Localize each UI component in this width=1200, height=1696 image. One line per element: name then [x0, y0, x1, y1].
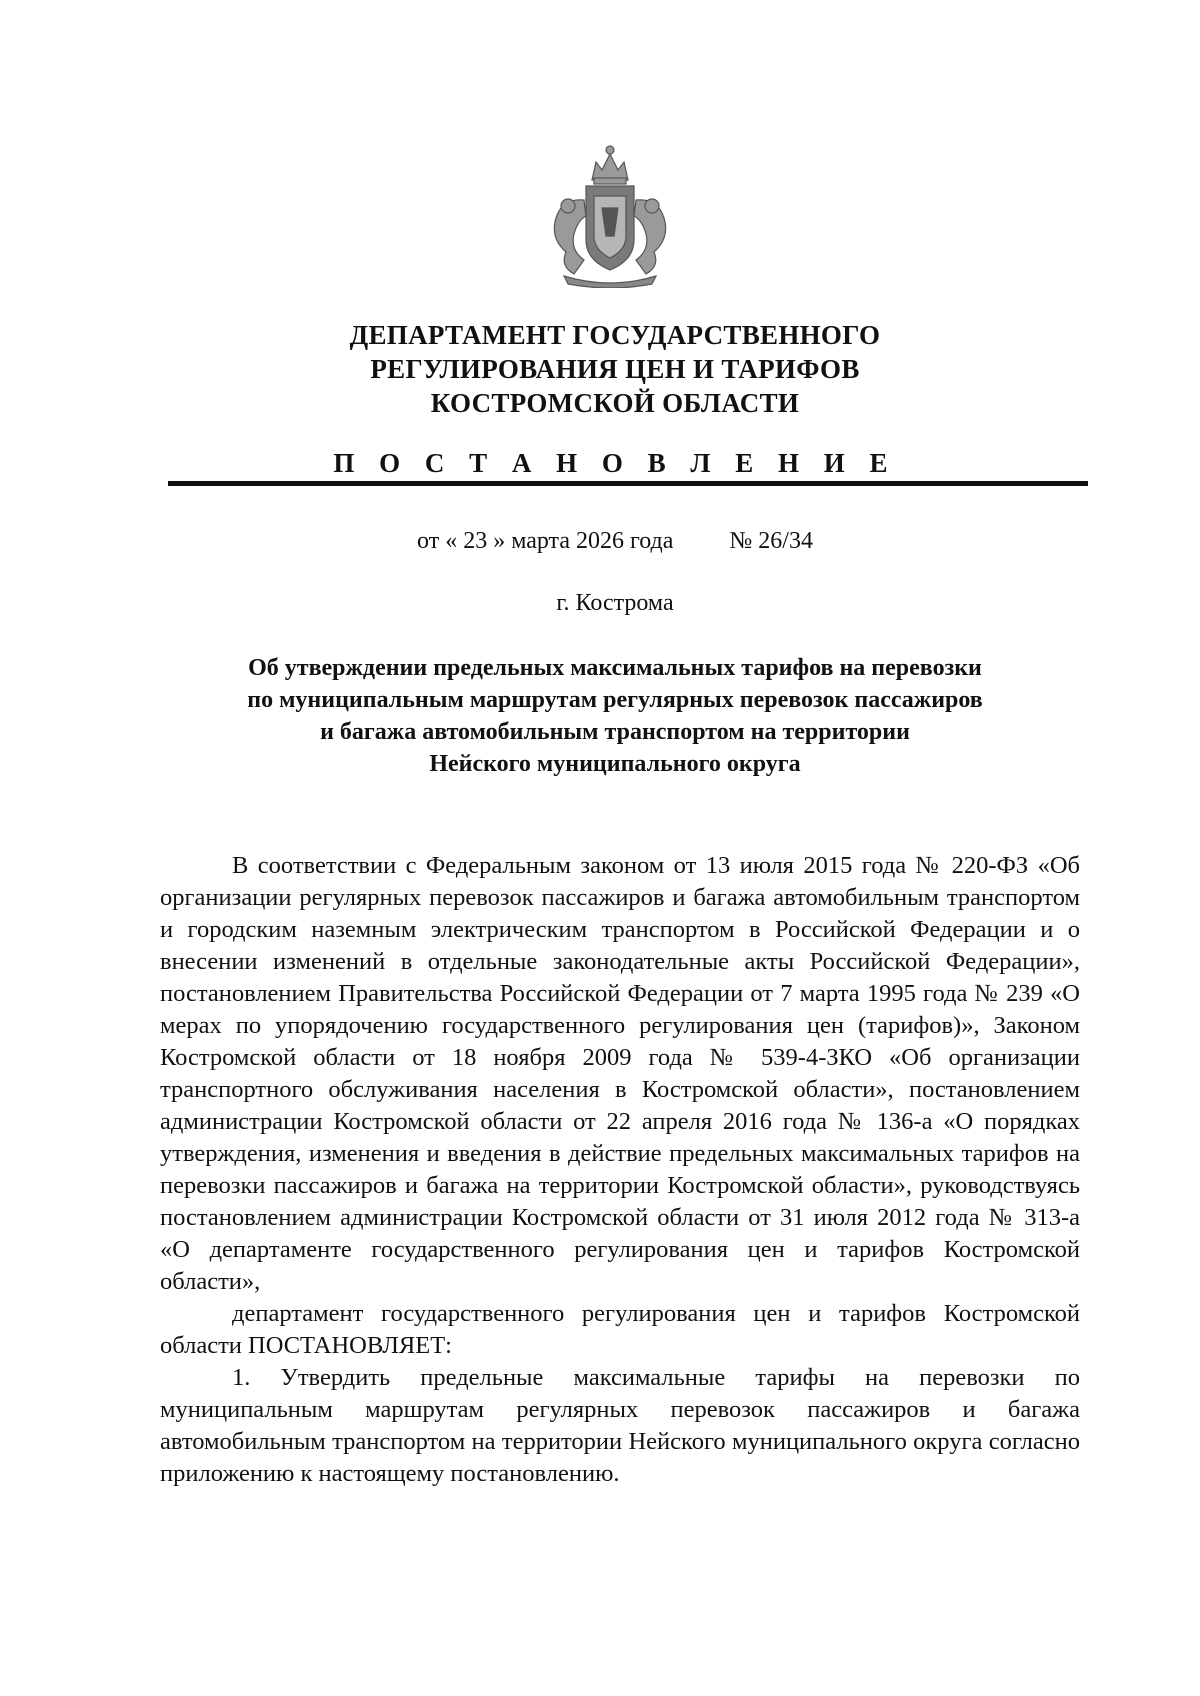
organization-name-line: КОСТРОМСКОЙ ОБЛАСТИ	[430, 388, 800, 418]
preamble-paragraph: В соответствии с Федеральным законом от 13 июля 2015 года № 220-ФЗ «Об организации регулярных перевозок пассажиров и багажа автомобильным транспортом и городским наземным электрическим транспортом в Российской Федерации и о внесении изменений в отдельные законодательные акты Российской Федерации», постановлением Правительства Российской Федерации от 7 марта 1995 года № 239 «О мерах по упорядочению государственного регулирования цен (тарифов)», Законом Костромской области от 18 ноября 2009 года № 539-4-ЗКО «Об организации транспортного обслуживания населения в Костромской области», постановлением администрации Костромской области от 22 апреля 2016 года № 136-а «О порядках утверждения, изменения и введения в действие предельных максимальных тарифов на перевозки пассажиров и багажа на территории Костромской области», руководствуясь постановлением администрации Костромской области от 31 июля 2012 года № 313-а «О департаменте государственного регулирования цен и тарифов Костромской области»,	[160, 852, 1080, 1295]
document-title-line: Нейского муниципального округа	[429, 751, 801, 777]
document-type: П О С Т А Н О В Л Е Н И Е	[333, 448, 897, 478]
item-1-paragraph: 1. Утвердить предельные максимальные тарифы на перевозки по муниципальным маршрутам регулярных перевозок пассажиров и багажа автомобильным транспортом на территории Нейского муниципального округа согласно приложению к настоящему постановлению.	[160, 1364, 1080, 1487]
date-number-line	[150, 528, 1080, 555]
document-body	[160, 850, 1080, 1490]
document-title	[150, 652, 1080, 780]
resolution-paragraph: департамент государственного регулирования цен и тарифов Костромской области ПОСТАНОВЛЯЕТ:	[160, 1300, 1080, 1359]
document-city: г. Кострома	[556, 590, 674, 616]
coat-of-arms-icon	[540, 140, 680, 288]
document-title-line: Об утверждении предельных максимальных тарифов на перевозки	[248, 655, 982, 681]
document-title-line: и багажа автомобильным транспортом на территории	[320, 719, 910, 745]
organization-name	[150, 318, 1080, 420]
document-number: № 26/34	[729, 528, 813, 554]
header-divider	[168, 481, 1088, 486]
document-date: от « 23 » марта 2026 года	[417, 528, 674, 554]
organization-name-line: ДЕПАРТАМЕНТ ГОСУДАРСТВЕННОГО	[349, 320, 881, 350]
organization-name-line: РЕГУЛИРОВАНИЯ ЦЕН И ТАРИФОВ	[370, 354, 860, 384]
document-title-line: по муниципальным маршрутам регулярных перевозок пассажиров	[247, 687, 983, 713]
